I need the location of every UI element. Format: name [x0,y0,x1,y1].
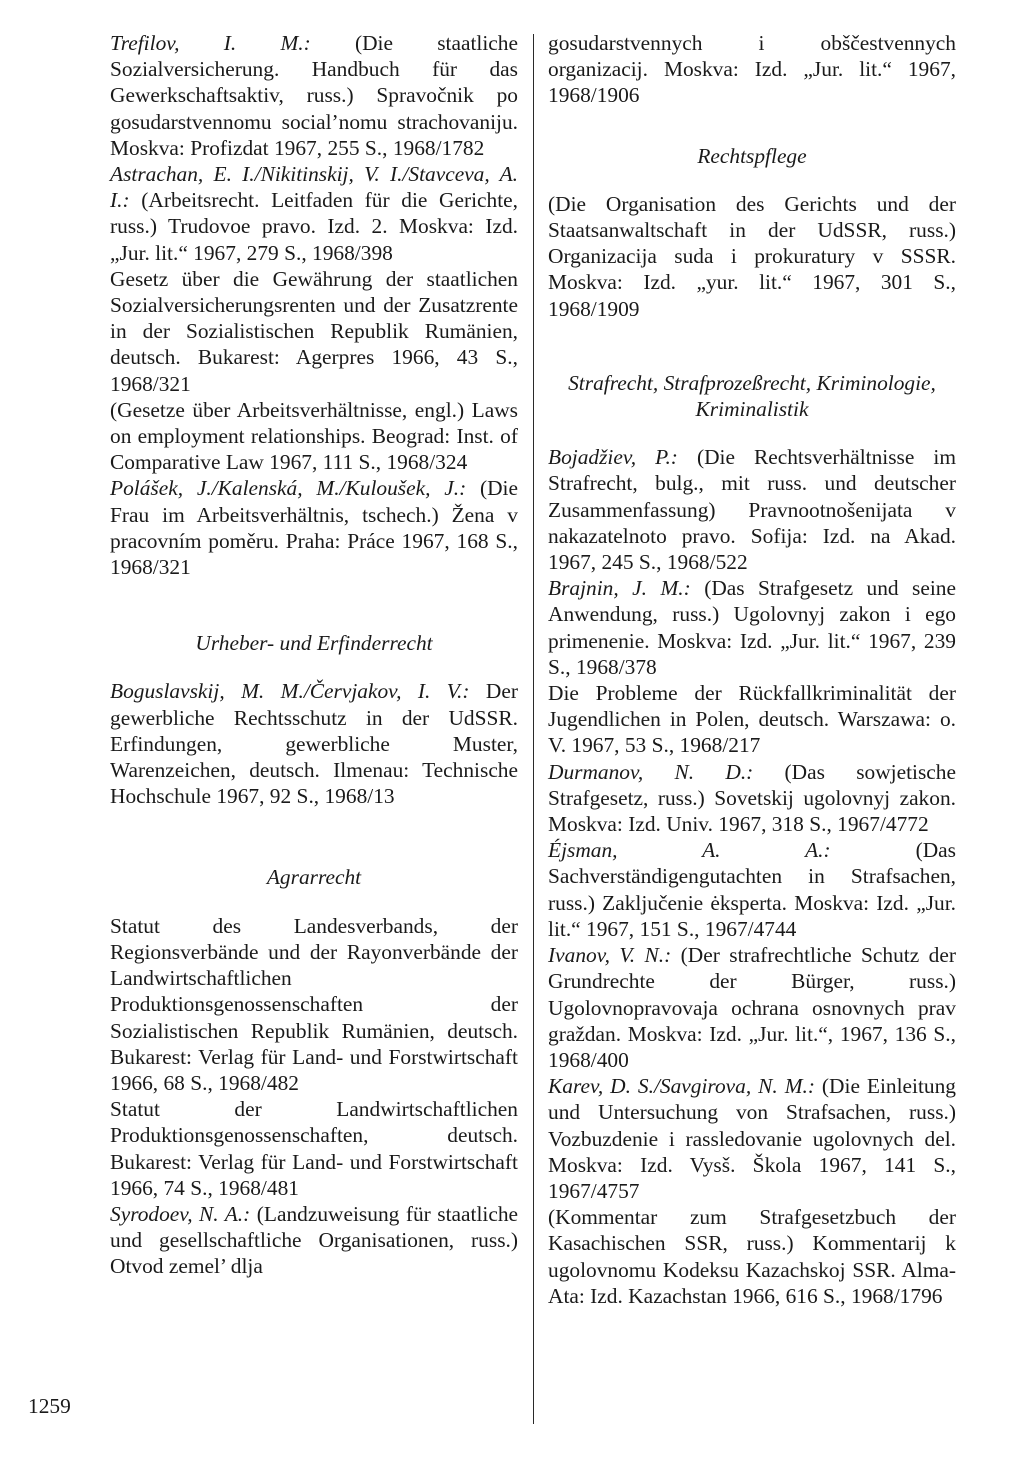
entry-text: (Landzuweisung für staatliche und gesellschaftliche Organisationen, russ.) Otvod zemel’ dlja [110,1201,519,1279]
section-heading: Urheber- und Erfinderrecht [195,631,433,656]
entry-author: Ivanov, V. N.: [548,943,672,968]
bibliography-entry [110,161,518,266]
bibliography-entry [548,942,956,1073]
bibliography-entry [110,1096,518,1201]
section-heading: Agrarrecht [266,865,362,890]
bibliography-entry [548,444,956,575]
entry-text: (Das Strafgesetz und seine Anwendung, russ.) Ugolovnyj zakon i ego primenenie. Moskva: Izd. „Jur. lit.“ 1967, 239 S., 1968/378 [548,576,956,679]
entry-text: Statut des Landesverbands, der Regionsverbände und der Rayonverbände der Landwirtschaftlichen Produktionsgenossenschaften der Sozialistischen Republik Rumänien, deutsch. Bukarest: Verlag für Land- und Forstwirtschaft 1966, 68 S., 1968/482 [110,913,518,1095]
entry-text: Gesetz über die Gewährung der staatlichen Sozialversicherungsrenten und der Zusatzrente in der Sozialistischen Republik Rumänien, deutsch. Bukarest: Agerpres 1966, 43 S., 1968/321 [110,266,518,396]
entry-text: (Das sowjetische Strafgesetz, russ.) Sovetskij ugolovnyj zakon. Moskva: Izd. Univ. 1967, 318 S., 1967/4772 [548,759,956,837]
entry-author: Karev, D. S./Savgirova, N. M.: [548,1074,815,1099]
entry-author: Bojadžiev, P.: [548,445,678,470]
entry-text: Die Probleme der Rückfallkriminalität der Jugendlichen in Polen, deutsch. Warszawa: o. V. 1967, 53 S., 1968/217 [548,681,956,758]
entry-text: (Die Organisation des Gerichts und der Staatsanwaltschaft in der UdSSR, russ.) Organizacija suda i prokuratury v SSSR. Moskva: Izd. „yur. lit.“ 1967, 301 S., 1968/1909 [548,191,956,321]
bibliography-entry [548,191,956,322]
page-number: 1259 [28,1394,71,1418]
entry-text: (Die Rechtsverhältnisse im Strafrecht, bulg., mit russ. und deutscher Zusammenfassung) Pravnootnošenijata v nakazatelnoto pravo. Sofija: Izd. na Akad. 1967, 245 S., 1968/522 [548,445,956,575]
entry-text: (Gesetze über Arbeitsverhältnisse, engl.) Laws on employment relationships. Beograd: Inst. of Comparative Law 1967, 111 S., 1968/324 [110,397,518,475]
bibliography-entry [110,475,518,580]
left-column [110,30,518,1280]
bibliography-entry [548,680,956,759]
bibliography-entry [110,266,518,397]
column-divider [533,34,534,1424]
bibliography-entry [548,837,956,942]
bibliography-entry [548,1204,956,1309]
entry-text: (Arbeitsrecht. Leitfaden für die Gerichte, russ.) Trudovoe pravo. Izd. 2. Moskva: Izd. „Jur. lit.“ 1967, 279 S., 1968/398 [110,188,518,265]
entry-text: Statut der Landwirtschaftlichen Produktionsgenossenschaften, deutsch. Bukarest: Verlag für Land- und Forstwirtschaft 1966, 74 S., 1968/481 [110,1097,518,1200]
right-column [548,30,956,1309]
entry-text: (Die Frau im Arbeitsverhältnis, tschech.) Žena v pracovním poměru. Praha: Práce 1967, 168 S., 1968/321 [110,476,518,580]
entry-author: Trefilov, I. M.: [110,31,311,55]
entry-text: (Das Sachverständigengutachten in Strafsachen, russ.) Zaključenie ėksperta. Moskva: Izd. „Jur. lit.“ 1967, 151 S., 1967/4744 [548,838,956,941]
bibliography-entry [110,678,518,809]
entry-text: Der gewerbliche Rechtsschutz in der UdSSR. Erfindungen, gewerbliche Muster, Warenzeichen, deutsch. Ilmenau: Technische Hochschule 1967, 92 S., 1968/13 [110,679,518,809]
bibliography-entry [110,913,518,1096]
entry-author: Boguslavskij, M. M./Červjakov, I. V.: [110,679,470,704]
section-heading: Strafrecht, Strafprozeßrecht, Kriminologie, Kriminalistik [568,370,936,422]
entry-author: Polášek, J./Kalenská, M./Kuloušek, J.: [110,476,467,501]
entry-text: (Die staatliche Sozialversicherung. Handbuch für das Gewerkschaftsaktiv, russ.) Spravočnik po gosudarstvennomu social’nomu strachovaniju. Moskva: Profizdat 1967, 255 S., 1968/1782 [110,31,518,160]
entry-text: (Kommentar zum Strafgesetzbuch der Kasachischen SSR, russ.) Kommentarij k ugolovnomu Kodeksu Kazachskoj SSR. Alma-Ata: Izd. Kazachstan 1966, 616 S., 1968/1796 [548,1205,956,1308]
entry-author: Durmanov, N. D.: [548,759,754,784]
entry-author: Éjsman, A. A.: [548,838,831,863]
entry-author: Syrodoev, N. A.: [110,1201,251,1226]
section-heading: Rechtspflege [697,143,807,168]
entry-text: (Die Einleitung und Untersuchung von Strafsachen, russ.) Vozbuzdenie i rassledovanie ugolovnych del. Moskva: Izd. Vysš. Škola 1967, 141 S., 1967/4757 [548,1074,956,1203]
bibliography-entry [110,397,518,476]
entry-author: Astrachan, E. I./Nikitinskij, V. I./Stavceva, A. I.: [110,162,518,213]
entry-author: Brajnin, J. M.: [548,576,691,601]
bibliography-entry [110,1201,518,1280]
bibliography-entry [110,30,518,161]
bibliography-entry [548,759,956,838]
entry-text: (Der strafrechtliche Schutz der Grundrechte der Bürger, russ.) Ugolovnopravovaja ochrana osnovnych prav graždan. Moskva: Izd. „Jur. lit.“, 1967, 136 S., 1968/400 [548,943,956,1072]
bibliography-entry [548,1073,956,1204]
bibliography-entry [548,575,956,680]
entry-text: gosudarstvennych i obščestvennych organizacij. Moskva: Izd. „Jur. lit.“ 1967, 1968/1906 [548,31,956,108]
bibliography-entry [548,30,956,109]
